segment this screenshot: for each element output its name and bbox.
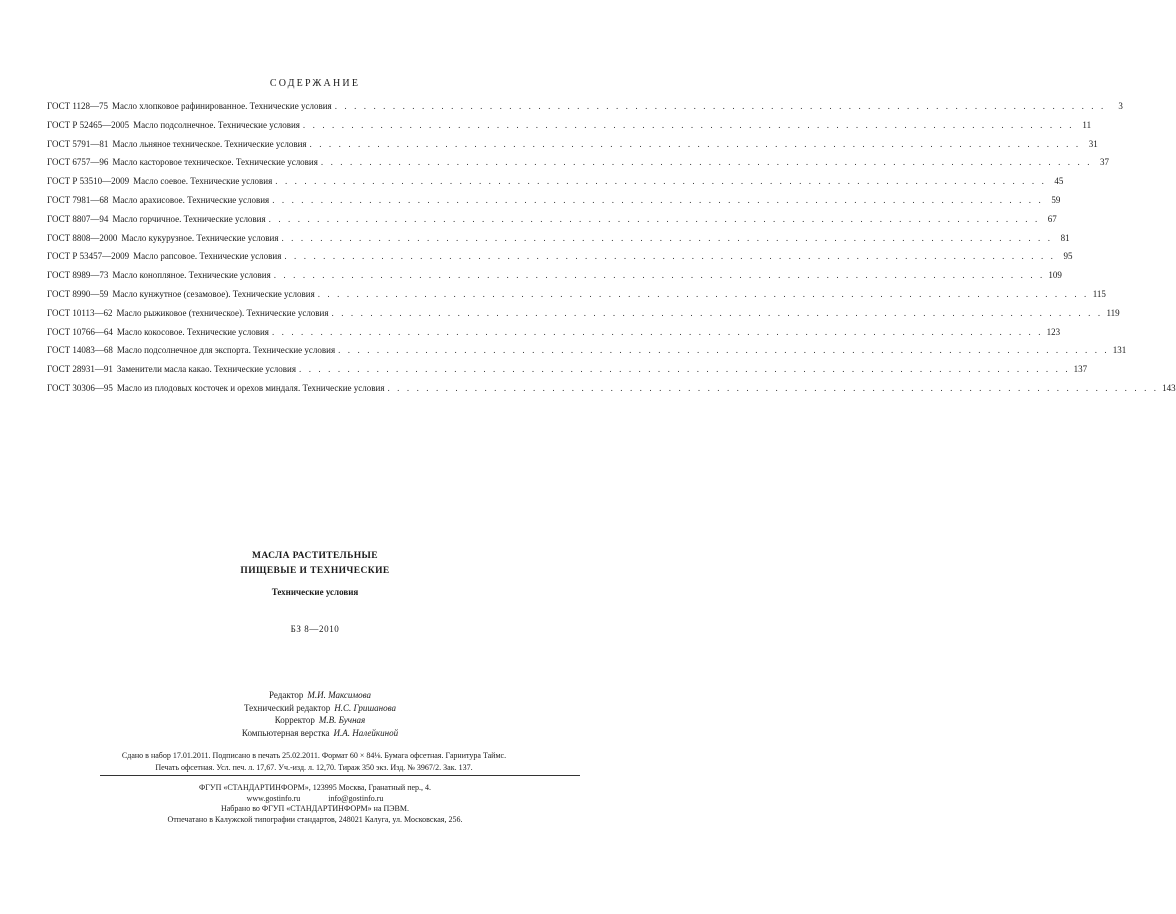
credit-row: [170, 703, 470, 716]
toc-entry-title: Масло подсолнечное для экспорта. Технические условия: [116, 345, 336, 356]
toc-entry-title: Масло хлопковое рафинированное. Технические условия: [112, 101, 332, 111]
credit-row: [170, 715, 470, 728]
toc-entry: [47, 307, 1120, 327]
toc-entry-title: Масло касторовое техническое. Технические условия: [112, 157, 318, 168]
toc-entry: [47, 138, 1098, 158]
toc-entry-page: 115: [1092, 288, 1106, 299]
toc-leader-dots: . . . . . . . . . . . . . . . . . . . . . . . . . . . . . . . . . . . . . . . . . . . . . . . . . . . . . . . . . . . . . . . . . . . . . . . . . . . . . . . .: [320, 157, 1093, 168]
typeset-note: Набрано во ФГУП «СТАНДАРТИНФОРМ» на ПЭВМ.: [220, 804, 410, 813]
publication-line-2: Печать офсетная. Усл. печ. л. 17,67. Уч.-изд. л. 12,70. Тираж 350 экз. Изд. № 3967/2. Зак. 137.: [155, 762, 473, 772]
toc-entry: [47, 176, 1064, 195]
toc-entry: [47, 364, 1088, 383]
toc-entry: [47, 232, 1070, 252]
toc-entry-code: ГОСТ 30306—95: [47, 382, 113, 393]
toc-entry-title: Масло кокосовое. Технические условия: [116, 326, 269, 337]
toc-entry-page: 67: [1047, 213, 1057, 224]
toc-entry-page: 11: [1082, 119, 1092, 130]
toc-leader-dots: . . . . . . . . . . . . . . . . . . . . . . . . . . . . . . . . . . . . . . . . . . . . . . . . . . . . . . . . . . . . . . . . . . . . . . . . . . . . . . . .: [299, 364, 1071, 375]
email-link[interactable]: info@gostinfo.ru: [328, 793, 384, 803]
credit-role: Компьютерная верстка: [241, 727, 330, 738]
toc-entry-page: 109: [1048, 270, 1062, 281]
toc-entry: [47, 101, 1123, 120]
toc-entry: [47, 119, 1092, 139]
toc-entry-code: ГОСТ Р 53457—2009: [47, 251, 130, 262]
imprint-footer: [0, 783, 630, 825]
toc-leader-dots: . . . . . . . . . . . . . . . . . . . . . . . . . . . . . . . . . . . . . . . . . . . . . . . . . . . . . . . . . . . . . . . . . . . . . . . . . . . . . . . .: [275, 176, 1047, 187]
toc-entry-title: Масло подсолнечное. Технические условия: [133, 119, 300, 130]
printed-note: Отпечатано в Калужской типографии стандартов, 248021 Калуга, ул. Московская, 256.: [167, 814, 463, 824]
toc-entry-page: 137: [1073, 364, 1088, 375]
toc-entry-title: Масло конопляное. Технические условия: [112, 270, 271, 281]
toc-leader-dots: . . . . . . . . . . . . . . . . . . . . . . . . . . . . . . . . . . . . . . . . . . . . . . . . . . . . . . . . . . . . . . . . . . . . . . . . . . . . . . . .: [334, 101, 1106, 111]
contact-line: [0, 794, 630, 805]
toc-heading: СОДЕРЖАНИЕ: [269, 78, 361, 89]
toc-leader-dots: . . . . . . . . . . . . . . . . . . . . . . . . . . . . . . . . . . . . . . . . . . . . . . . . . . . . . . . . . . . . . . . . . . . . . . . . . . . . . . . .: [302, 119, 1075, 130]
toc-entry-code: ГОСТ 1128—75: [47, 101, 109, 111]
toc-entry: [47, 382, 1176, 402]
toc-entry: [47, 270, 1062, 289]
toc-entry-page: 123: [1046, 326, 1061, 337]
toc-entry-page: 131: [1112, 345, 1127, 356]
toc-leader-dots: . . . . . . . . . . . . . . . . . . . . . . . . . . . . . . . . . . . . . . . . . . . . . . . . . . . . . . . . . . . . . . . . . . . . . . . . . . . . . . . .: [338, 345, 1110, 356]
toc-entry-title: Масло из плодовых косточек и орехов миндаля. Технические условия: [116, 382, 385, 393]
toc-entry: [47, 288, 1106, 308]
toc-entry-page: 81: [1060, 232, 1070, 243]
credit-role: Корректор: [274, 715, 315, 725]
toc-entry: [47, 345, 1127, 364]
toc-entry-title: Масло кунжутное (сезамовое). Технические условия: [112, 288, 315, 299]
toc-leader-dots: . . . . . . . . . . . . . . . . . . . . . . . . . . . . . . . . . . . . . . . . . . . . . . . . . . . . . . . . . . . . . . . . . . . . . . . . . . . . . . . .: [268, 213, 1040, 224]
publication-line-1: Сдано в набор 17.01.2011. Подписано в печать 25.02.2011. Формат 60 × 84⅛. Бумага офсетная. Гарнитура Таймс.: [121, 751, 507, 760]
credit-name: И.А. Налейкиной: [333, 727, 399, 738]
toc-leader-dots: . . . . . . . . . . . . . . . . . . . . . . . . . . . . . . . . . . . . . . . . . . . . . . . . . . . . . . . . . . . . . . . . . . . . . . . . . . . . . . . .: [317, 288, 1089, 299]
toc-entry-title: Масло горчичное. Технические условия: [112, 213, 266, 224]
toc-entry-page: 59: [1051, 194, 1061, 205]
toc-entry-page: 31: [1088, 138, 1098, 149]
publication-info: [58, 751, 570, 774]
toc-entry-code: ГОСТ 8989—73: [47, 270, 109, 281]
toc-entry-code: ГОСТ 7981—68: [47, 194, 109, 205]
toc-entry: [47, 326, 1061, 346]
credit-row: [170, 690, 470, 703]
divider-line: [100, 775, 580, 776]
book-title-line-2: ПИЩЕВЫЕ И ТЕХНИЧЕСКИЕ: [240, 566, 390, 576]
toc-leader-dots: . . . . . . . . . . . . . . . . . . . . . . . . . . . . . . . . . . . . . . . . . . . . . . . . . . . . . . . . . . . . . . . . . . . . . . . . . . . . . . . .: [309, 138, 1081, 149]
toc-entry-code: ГОСТ 8808—2000: [47, 232, 118, 243]
toc-entry-title: Масло рапсовое. Технические условия: [133, 251, 282, 262]
toc-entry-code: ГОСТ 6757—96: [47, 157, 109, 168]
toc-leader-dots: . . . . . . . . . . . . . . . . . . . . . . . . . . . . . . . . . . . . . . . . . . . . . . . . . . . . . . . . . . . . . . . . . . . . . . . . . . . . . . . .: [331, 307, 1103, 318]
toc-entry-code: ГОСТ 28931—91: [47, 364, 113, 375]
toc-entry-page: 95: [1063, 251, 1073, 262]
book-title-line-1: МАСЛА РАСТИТЕЛЬНЫЕ: [251, 551, 378, 561]
toc-entry: [47, 194, 1061, 214]
credit-row: [170, 728, 470, 741]
credit-name: М.В. Бучная: [318, 715, 366, 725]
toc-entry-page: 3: [1118, 101, 1123, 111]
credits-block: [170, 690, 470, 740]
toc-entry-code: ГОСТ Р 52465—2005: [47, 119, 130, 130]
toc-entry-code: ГОСТ 10766—64: [47, 326, 113, 337]
toc-leader-dots: . . . . . . . . . . . . . . . . . . . . . . . . . . . . . . . . . . . . . . . . . . . . . . . . . . . . . . . . . . . . . . . . . . . . . . . . . . . . . . . .: [273, 270, 1045, 281]
credit-name: М.И. Максимова: [307, 690, 371, 700]
credit-role: Технический редактор: [244, 702, 331, 713]
toc-entry: [47, 157, 1110, 176]
toc-entry-code: ГОСТ 10113—62: [47, 307, 113, 318]
bz-code: БЗ 8—2010: [290, 624, 340, 634]
toc-entry-title: Масло арахисовое. Технические условия: [112, 194, 270, 205]
toc-entry-page: 119: [1106, 307, 1120, 318]
toc-leader-dots: . . . . . . . . . . . . . . . . . . . . . . . . . . . . . . . . . . . . . . . . . . . . . . . . . . . . . . . . . . . . . . . . . . . . . . . . . . . . . . . .: [387, 382, 1159, 393]
toc-entry-code: ГОСТ Р 53510—2009: [47, 176, 130, 187]
toc-leader-dots: . . . . . . . . . . . . . . . . . . . . . . . . . . . . . . . . . . . . . . . . . . . . . . . . . . . . . . . . . . . . . . . . . . . . . . . . . . . . . . . .: [281, 232, 1053, 243]
toc-entry-code: ГОСТ 5791—81: [47, 138, 109, 149]
toc-leader-dots: . . . . . . . . . . . . . . . . . . . . . . . . . . . . . . . . . . . . . . . . . . . . . . . . . . . . . . . . . . . . . . . . . . . . . . . . . . . . . . . .: [284, 251, 1056, 262]
toc-entry: [47, 213, 1057, 233]
toc-entry-code: ГОСТ 8990—59: [47, 288, 109, 299]
website-link[interactable]: www.gostinfo.ru: [246, 793, 301, 803]
toc-entry-page: 37: [1100, 157, 1110, 168]
toc-entry-title: Масло кукурузное. Технические условия: [121, 232, 279, 243]
toc-leader-dots: . . . . . . . . . . . . . . . . . . . . . . . . . . . . . . . . . . . . . . . . . . . . . . . . . . . . . . . . . . . . . . . . . . . . . . . . . . . . . . . .: [271, 326, 1044, 337]
toc-entry-title: Масло рыжиковое (техническое). Технические условия: [116, 307, 329, 318]
toc-entry-page: 143: [1162, 382, 1176, 393]
toc-entry-title: Масло соевое. Технические условия: [133, 176, 273, 187]
toc-list: [47, 101, 1176, 402]
credit-role: Редактор: [269, 690, 304, 700]
publisher-address: ФГУП «СТАНДАРТИНФОРМ», 123995 Москва, Гранатный пер., 4.: [198, 783, 432, 792]
toc-entry-title: Масло льняное техническое. Технические условия: [112, 138, 307, 149]
credit-name: Н.С. Гришанова: [334, 702, 396, 713]
toc-entry-title: Заменители масла какао. Технические условия: [116, 364, 297, 375]
book-subtitle: Технические условия: [271, 587, 359, 597]
toc-entry-page: 45: [1054, 176, 1064, 187]
toc-leader-dots: . . . . . . . . . . . . . . . . . . . . . . . . . . . . . . . . . . . . . . . . . . . . . . . . . . . . . . . . . . . . . . . . . . . . . . . . . . . . . . . .: [272, 194, 1044, 205]
toc-entry-code: ГОСТ 8807—94: [47, 213, 109, 224]
toc-entry: [47, 251, 1073, 270]
toc-entry-code: ГОСТ 14083—68: [47, 345, 113, 356]
